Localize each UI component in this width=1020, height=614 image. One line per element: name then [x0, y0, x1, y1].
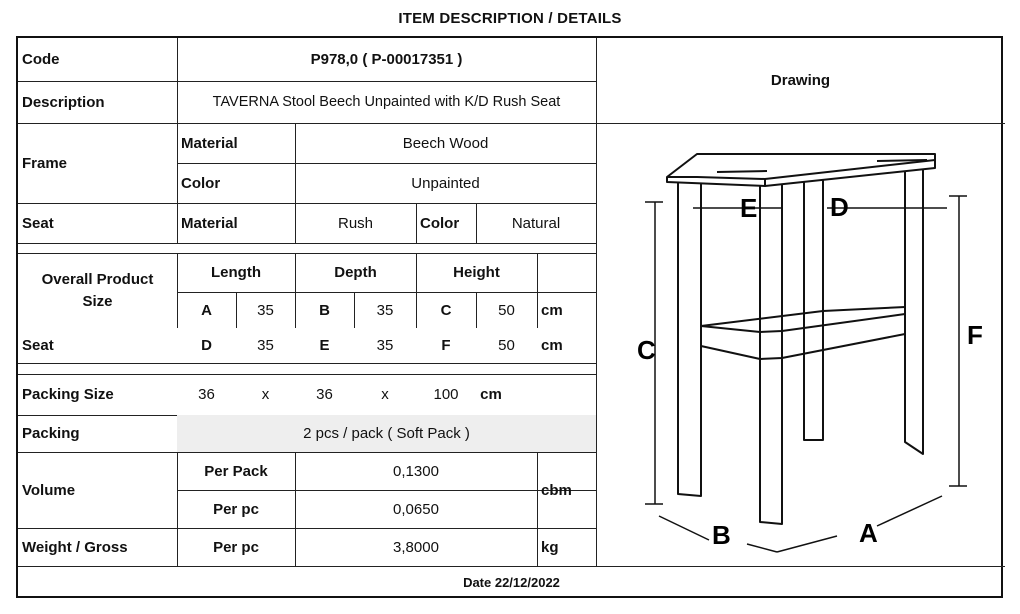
- depth-header: Depth: [334, 264, 377, 281]
- frame-color-label: Color: [181, 174, 221, 192]
- volume-label: Volume: [22, 481, 76, 499]
- page-heading: ITEM DESCRIPTION / DETAILS: [398, 10, 622, 27]
- frame-material-label: Material: [181, 134, 238, 152]
- weight-label: Weight / Gross: [22, 538, 128, 556]
- date-footer: Date 22/12/2022: [463, 574, 560, 590]
- dim-a-value: 35: [257, 301, 274, 319]
- length-header: Length: [211, 264, 261, 281]
- packing-size-label: Packing Size: [22, 386, 114, 403]
- seat-size-label: Seat: [18, 328, 177, 363]
- code-value: P978,0 ( P-00017351 ): [310, 51, 463, 68]
- dim-b-label: B: [319, 301, 330, 319]
- dim-f-value: 50: [476, 328, 537, 363]
- drawing-label-b: B: [712, 520, 731, 550]
- size-unit: cm: [541, 301, 563, 319]
- dim-b-value: 35: [376, 301, 394, 319]
- drawing-label-a: A: [859, 518, 878, 548]
- seat-color-value: Natural: [511, 214, 561, 232]
- packing-size-x2: x: [381, 386, 389, 403]
- description-value: TAVERNA Stool Beech Unpainted with K/D Rush Seat: [212, 94, 561, 110]
- volume-unit: cbm: [541, 481, 572, 499]
- volume-per-pack-label: Per Pack: [204, 462, 268, 480]
- weight-unit: kg: [541, 538, 559, 556]
- weight-value: 3,8000: [393, 538, 439, 556]
- item-details-sheet: [16, 36, 1003, 598]
- seat-material-value: Rush: [337, 214, 374, 232]
- stool-drawing: [597, 124, 1003, 565]
- volume-per-pack-value: 0,1300: [393, 462, 439, 480]
- packing-value: 2 pcs / pack ( Soft Pack ): [303, 425, 470, 442]
- seat-label: Seat: [22, 214, 54, 232]
- dim-a-label: A: [201, 301, 212, 319]
- packing-size-unit: cm: [480, 386, 502, 403]
- dim-e-label: E: [295, 328, 354, 363]
- drawing-label-d: D: [830, 192, 849, 222]
- drawing-header: Drawing: [770, 72, 831, 89]
- frame-label: Frame: [22, 154, 68, 172]
- drawing-label-f: F: [967, 320, 983, 350]
- drawing-label-c: C: [637, 335, 656, 365]
- seat-material-label: Material: [181, 214, 238, 232]
- packing-size-x1: x: [261, 386, 270, 403]
- dim-e-value: 35: [354, 328, 416, 363]
- dim-d-value: 35: [236, 328, 295, 363]
- dim-d-label: D: [177, 328, 236, 363]
- code-label: Code: [22, 51, 60, 68]
- weight-per-pc-label: Per pc: [213, 538, 259, 556]
- overall-size-label: [18, 253, 177, 328]
- description-label: Description: [22, 93, 105, 111]
- volume-per-pc-value: 0,0650: [393, 500, 439, 518]
- seat-size-unit: cm: [537, 328, 596, 363]
- overall-size-label-line2: Size: [82, 292, 113, 310]
- dim-f-label: F: [416, 328, 476, 363]
- seat-color-label: Color: [420, 214, 460, 232]
- frame-material-value: Beech Wood: [402, 134, 489, 152]
- volume-per-pc-label: Per pc: [213, 500, 259, 518]
- height-header: Height: [453, 264, 500, 281]
- packing-size-v1: 36: [198, 386, 215, 403]
- dim-c-value: 50: [498, 301, 515, 319]
- packing-size-v3: 100: [433, 386, 459, 403]
- overall-size-label-line1: Overall Product: [41, 270, 154, 288]
- packing-size-v2: 36: [316, 386, 333, 403]
- drawing-label-e: E: [740, 193, 758, 223]
- frame-color-value: Unpainted: [411, 174, 480, 192]
- dim-c-label: C: [440, 301, 452, 319]
- packing-label: Packing: [22, 425, 80, 442]
